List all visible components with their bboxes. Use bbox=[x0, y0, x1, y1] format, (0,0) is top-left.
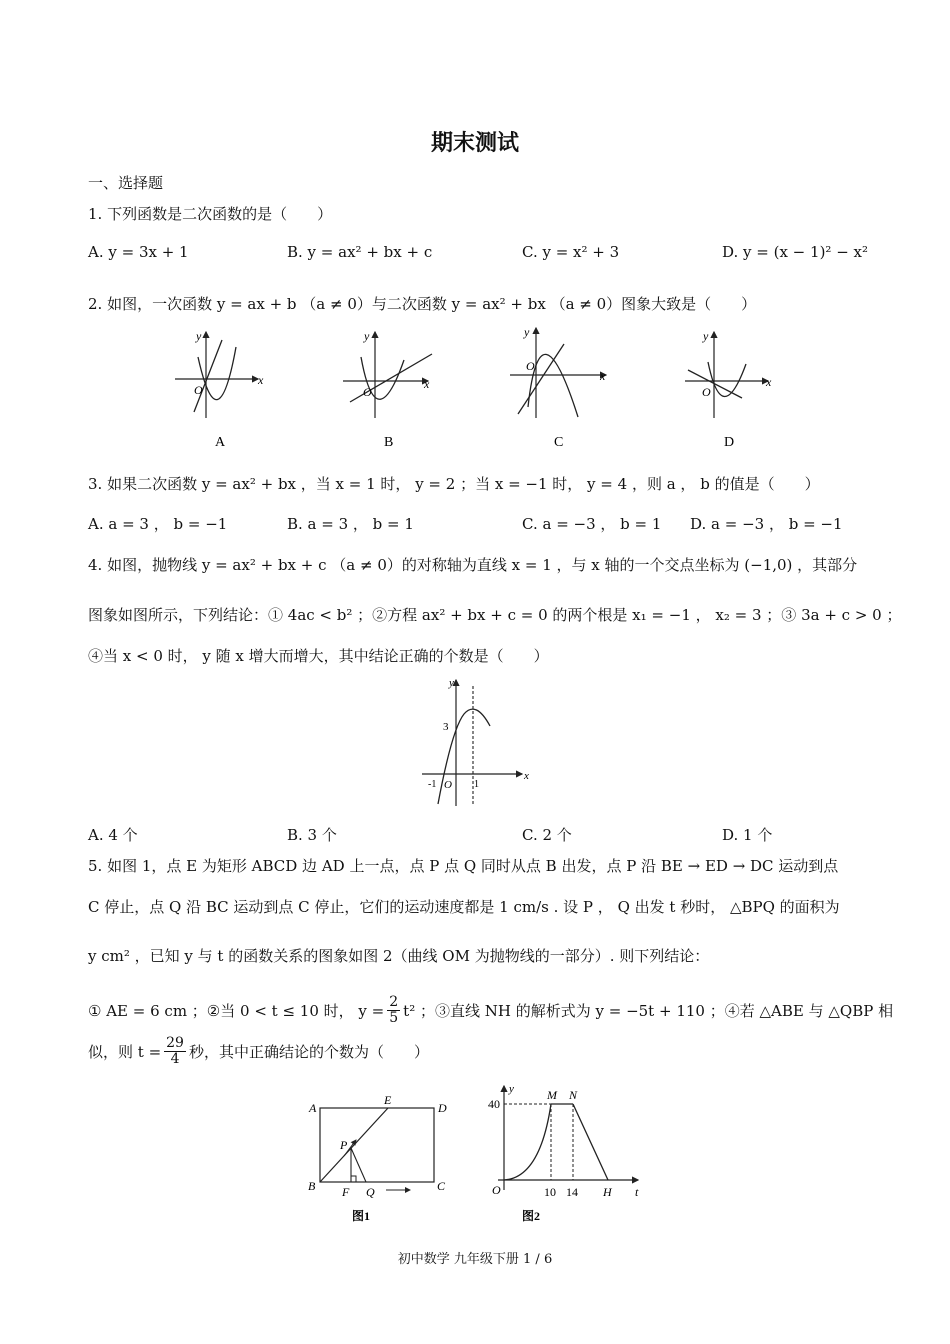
section-heading: 一、选择题 bbox=[88, 174, 164, 192]
fig2-M: M bbox=[547, 1088, 557, 1102]
q5-figure-2 bbox=[478, 1080, 648, 1226]
q1-stem: 1. 下列函数是二次函数的是（ ） bbox=[88, 205, 333, 223]
q4-tick-3: 3 bbox=[443, 721, 449, 733]
q2-graph-c-x: x bbox=[600, 369, 606, 383]
fig1-E: E bbox=[384, 1093, 392, 1107]
q3-option-a: A. a = 3 ， b = −1 bbox=[88, 515, 228, 533]
q1-option-c: C. y = x² + 3 bbox=[522, 243, 620, 261]
q5-figure-1 bbox=[300, 1090, 460, 1226]
q2-graph-b-origin: O bbox=[363, 385, 372, 399]
fig2-H: H bbox=[603, 1185, 612, 1199]
q2-label-c: C bbox=[554, 435, 564, 450]
q4-graph bbox=[418, 674, 538, 810]
fig2-10: 10 bbox=[544, 1185, 556, 1199]
q5-line-5 bbox=[88, 1036, 429, 1068]
q4-tick-1: 1 bbox=[474, 779, 479, 790]
q2-graph-b-x: x bbox=[424, 377, 430, 391]
q5-fraction-29-4 bbox=[164, 1036, 186, 1068]
q4-tick-neg1: -1 bbox=[428, 779, 437, 790]
q5-line-4-b: t² ；③直线 NH 的解析式为 y = −5t + 110 ；④若 △ABE 与 △QBP 相 bbox=[403, 1002, 894, 1021]
q4-line-1: 4. 如图，抛物线 y = ax² + bx + c （a ≠ 0）的对称轴为直线 x = 1 ，与 x 轴的一个交点坐标为 (−1,0) ，其部分 bbox=[88, 556, 858, 574]
q5-line-1: 5. 如图 1，点 E 为矩形 ABCD 边 AD 上一点，点 P 点 Q 同时从点 B 出发，点 P 沿 BE → ED → DC 运动到点 bbox=[88, 857, 839, 875]
q5-line-5-a: 似，则 t = bbox=[88, 1043, 162, 1062]
q5-line-5-b: 秒，其中正确结论的个数为（ ） bbox=[188, 1043, 429, 1062]
fig2-N: N bbox=[569, 1088, 578, 1102]
fig1-D: D bbox=[438, 1101, 447, 1115]
q5-line-4-a: ① AE = 6 cm ；②当 0 < t ≤ 10 时， y = bbox=[88, 1002, 385, 1021]
q2-graph-b-y: y bbox=[364, 329, 370, 343]
fig1-C: C bbox=[437, 1179, 446, 1193]
q4-option-d: D. 1 个 bbox=[722, 826, 773, 844]
q2-label-a: A bbox=[215, 435, 226, 450]
q4-option-c: C. 2 个 bbox=[522, 826, 572, 844]
q5-frac2-den: 4 bbox=[170, 1051, 180, 1068]
q2-stem: 2. 如图，一次函数 y = ax + b （a ≠ 0）与二次函数 y = ax² + bx （a ≠ 0）图象大致是（ ） bbox=[88, 295, 757, 313]
page-footer: 初中数学 九年级下册 1 / 6 bbox=[397, 1252, 553, 1267]
fig2-40: 40 bbox=[488, 1097, 500, 1111]
fig1-P: P bbox=[340, 1138, 348, 1152]
q2-label-d: D bbox=[724, 435, 735, 450]
q2-graph-a-origin: O bbox=[194, 383, 203, 397]
q2-graph-d-origin: O bbox=[702, 385, 711, 399]
q4-line-2: 图象如图所示，下列结论：① 4ac < b² ；②方程 ax² + bx + c = 0 的两个根是 x₁ = −1 ， x₂ = 3 ；③ 3a + c > 0 ； bbox=[88, 606, 902, 624]
q2-graph-d-y: y bbox=[703, 329, 709, 343]
fig1-F: F bbox=[342, 1185, 350, 1199]
q4-option-a: A. 4 个 bbox=[88, 826, 138, 844]
fig2-y: y bbox=[509, 1083, 514, 1095]
q5-fraction-2-5 bbox=[387, 995, 400, 1027]
q2-graph-c-y: y bbox=[524, 325, 530, 339]
q2-graphs bbox=[160, 322, 800, 454]
q4-option-b: B. 3 个 bbox=[287, 826, 337, 844]
q5-line-4 bbox=[88, 995, 893, 1027]
q3-option-d: D. a = −3 ， b = −1 bbox=[690, 515, 843, 533]
q2-graph-c-origin: O bbox=[526, 359, 535, 373]
fig1-A: A bbox=[309, 1101, 317, 1115]
fig2-14: 14 bbox=[566, 1185, 578, 1199]
fig1-Q: Q bbox=[366, 1185, 375, 1199]
q2-graph-a-x: x bbox=[258, 373, 264, 387]
q5-line-3: y cm² ，已知 y 与 t 的函数关系的图象如图 2（曲线 OM 为抛物线的一部分）. 则下列结论： bbox=[88, 947, 710, 965]
fig2-caption: 图2 bbox=[522, 1209, 541, 1223]
q2-label-b: B bbox=[384, 435, 394, 450]
q5-frac2-num: 29 bbox=[166, 1035, 184, 1051]
q3-option-b: B. a = 3 ， b = 1 bbox=[287, 515, 414, 533]
q2-graph-d-x: x bbox=[766, 375, 772, 389]
q1-option-b: B. y = ax² + bx + c bbox=[287, 243, 433, 261]
fig2-O: O bbox=[492, 1183, 501, 1197]
q4-axis-x: x bbox=[524, 770, 529, 782]
q3-stem: 3. 如果二次函数 y = ax² + bx ，当 x = 1 时， y = 2 ；当 x = −1 时， y = 4 ，则 a ， b 的值是（ ） bbox=[88, 475, 820, 493]
q2-graph-b bbox=[343, 329, 432, 450]
q2-graph-d bbox=[685, 329, 772, 450]
q1-option-a: A. y = 3x + 1 bbox=[88, 243, 189, 261]
fig1-B: B bbox=[308, 1179, 316, 1193]
q4-axis-y: y bbox=[449, 677, 454, 689]
q5-frac1-den: 5 bbox=[389, 1010, 399, 1027]
q4-line-3: ④当 x < 0 时， y 随 x 增大而增大，其中结论正确的个数是（ ） bbox=[88, 647, 549, 665]
q2-graph-a-y: y bbox=[196, 329, 202, 343]
fig1-caption: 图1 bbox=[352, 1209, 371, 1223]
fig2-t: t bbox=[635, 1185, 639, 1199]
q2-graph-a bbox=[175, 329, 264, 450]
q4-origin: O bbox=[444, 779, 452, 791]
q2-graph-c bbox=[510, 325, 606, 450]
q5-line-2: C 停止，点 Q 沿 BC 运动到点 C 停止，它们的运动速度都是 1 cm/s . 设 P ， Q 出发 t 秒时， △BPQ 的面积为 bbox=[88, 898, 840, 916]
q5-frac1-num: 2 bbox=[389, 994, 399, 1010]
q1-option-d: D. y = (x − 1)² − x² bbox=[722, 243, 869, 261]
page-title: 期末测试 bbox=[430, 130, 519, 156]
q3-option-c: C. a = −3 ， b = 1 bbox=[522, 515, 662, 533]
